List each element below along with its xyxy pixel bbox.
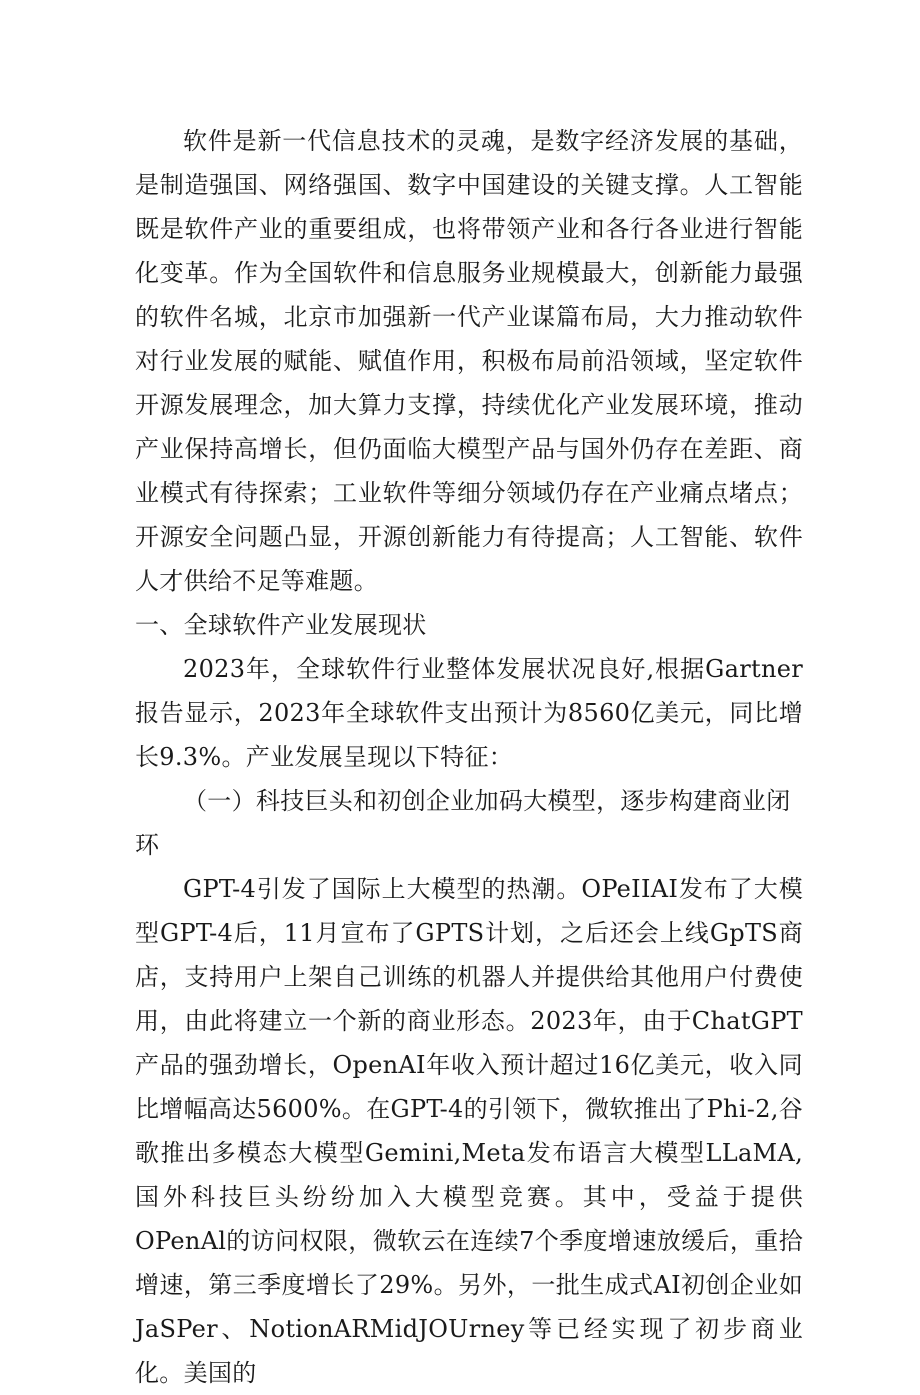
document-body: [135, 119, 803, 1395]
subsection-heading: （一）科技巨头和初创企业加码大模型，逐步构建商业闭环: [135, 787, 791, 859]
intro-paragraph: 软件是新一代信息技术的灵魂，是数字经济发展的基础，是制造强国、网络强国、数字中国建设的关键支撑。人工智能既是软件产业的重要组成，也将带领产业和各行各业进行智能化变革。作为全国软件和信息服务业规模最大，创新能力最强的软件名城，北京市加强新一代产业谋篇布局，大力推动软件对行业发展的赋能、赋值作用，积极布局前沿领域，坚定软件开源发展理念，加大算力支撑，持续优化产业发展环境，推动产业保持高增长，但仍面临大模型产品与国外仍存在差距、商业模式有待探索；工业软件等细分领域仍存在产业痛点堵点；开源安全问题凸显，开源创新能力有待提高；人工智能、软件人才供给不足等难题。: [135, 127, 803, 595]
section-paragraph: 2023年，全球软件行业整体发展状况良好,根据Gartner报告显示，2023年全球软件支出预计为8560亿美元，同比增长9.3%。产业发展呈现以下特征：: [135, 655, 803, 771]
section-heading: 一、全球软件产业发展现状: [135, 611, 427, 639]
subsection-paragraph: GPT-4引发了国际上大模型的热潮。OPeIIAI发布了大模型GPT-4后，11月宣布了GPTS计划，之后还会上线GpTS商店，支持用户上架自己训练的机器人并提供给其他用户付费使用，由此将建立一个新的商业形态。2023年，由于ChatGPT产品的强劲增长，OpenAI年收入预计超过16亿美元，收入同比增幅高达5600%。在GPT-4的引领下，微软推出了Phi-2,谷歌推出多模态大模型Gemini,Meta发布语言大模型LLaMA,国外科技巨头纷纷加入大模型竞赛。其中，受益于提供OPenAl的访问权限，微软云在连续7个季度增速放缓后，重拾增速，第三季度增长了29%。另外，一批生成式AI初创企业如JaSPer、NotionARMidJOUrney等已经实现了初步商业化。美国的: [135, 875, 803, 1387]
